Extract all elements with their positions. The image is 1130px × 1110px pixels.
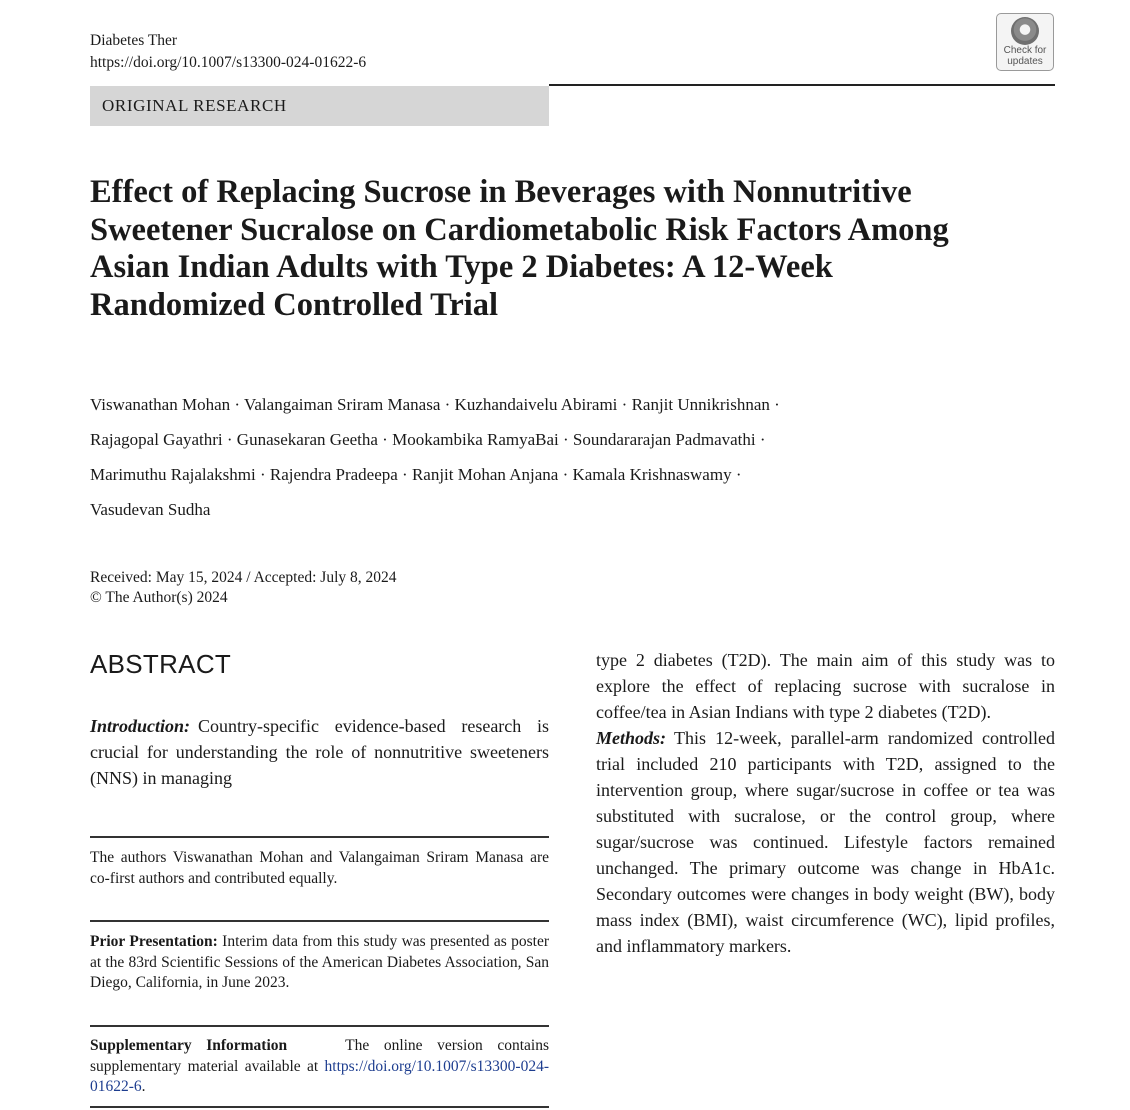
introduction-label: Introduction: (90, 716, 191, 736)
supplementary-end: . (141, 1078, 146, 1095)
methods-text: This 12-week, parallel-arm randomized controlled trial included 210 participants with T2D, assigned to the intervention group, where sugar/sucrose in coffee or tea was substituted with sucralose, or the control group, where sugar/sucrose was continued. Lifestyle factors remained unchanged. The primary outcome was change in HbA1c. Secondary outcomes were changes in body weight (BW), body mass index (BMI), waist circumference (WC), lipid profiles, and inflammatory markers. (596, 728, 1055, 956)
badge-line-1: Check for (1003, 45, 1047, 56)
author-list (90, 393, 1010, 533)
copyright: © The Author(s) 2024 (90, 589, 228, 606)
author-line: Marimuthu Rajalakshmi · Rajendra Pradeepa · Ranjit Mohan Anjana · Kamala Krishnaswamy · (90, 465, 742, 484)
abstract-right-column (596, 647, 1055, 959)
supplementary-link[interactable]: https://doi.org/10.1007/s13300-024-01622-6 (90, 1057, 549, 1095)
abstract-heading: ABSTRACT (90, 649, 232, 679)
check-for-updates-badge[interactable] (996, 13, 1054, 71)
check-for-updates-icon (1011, 17, 1039, 45)
badge-line-2: updates (1007, 56, 1043, 67)
article-dates (90, 568, 397, 608)
prior-presentation-label: Prior Presentation: (90, 933, 218, 950)
introduction-paragraph (90, 713, 549, 791)
methods-label: Methods: (596, 728, 667, 748)
introduction-continued: type 2 diabetes (T2D). The main aim of this study was to explore the effect of replacing sucrose with sucralose in coffee/tea in Asian Indians with type 2 diabetes (T2D). (596, 650, 1055, 722)
author-line: Rajagopal Gayathri · Gunasekaran Geetha · Mookambika RamyaBai · Soundararajan Padmavathi · (90, 430, 766, 449)
prior-presentation-note (90, 932, 549, 994)
supplementary-note (90, 1036, 549, 1098)
cofirst-note: The authors Viswanathan Mohan and Valangaiman Sriram Manasa are co-first authors and contributed equally. (90, 849, 549, 887)
section-label: ORIGINAL RESEARCH (90, 86, 549, 126)
article-title: Effect of Replacing Sucrose in Beverages with Nonnutritive Sweetener Sucralose on Cardiometabolic Risk Factors Among Asian Indian Adults with Type 2 Diabetes: A 12-Week Randomized Controlled Trial (90, 174, 949, 323)
received-accepted: Received: May 15, 2024 / Accepted: July 8, 2024 (90, 569, 397, 586)
journal-header (90, 30, 366, 74)
author-line: Vasudevan Sudha (90, 500, 211, 519)
header-rule (549, 84, 1055, 86)
prior-presentation-text: Interim data from this study was presented as poster at the 83rd Scientific Sessions of the American Diabetes Association, San Diego, California, in June 2023. (90, 933, 549, 991)
footnote-rule (90, 920, 549, 922)
supplementary-text: The online version contains supplementary material available at (90, 1037, 549, 1075)
methods-paragraph (596, 725, 1055, 959)
author-line: Viswanathan Mohan · Valangaiman Sriram Manasa · Kuzhandaivelu Abirami · Ranjit Unnikrishnan · (90, 395, 780, 414)
supplementary-label: Supplementary Information (90, 1037, 288, 1054)
introduction-text-left: Country-specific evidence-based research is crucial for understanding the role of nonnutritive sweeteners (NNS) in managing (90, 716, 549, 788)
journal-doi[interactable]: https://doi.org/10.1007/s13300-024-01622-6 (90, 54, 367, 71)
footnote-rule (90, 1106, 549, 1108)
footnote-rule (90, 836, 549, 838)
journal-name: Diabetes Ther (90, 32, 178, 49)
footnote-rule (90, 1025, 549, 1027)
